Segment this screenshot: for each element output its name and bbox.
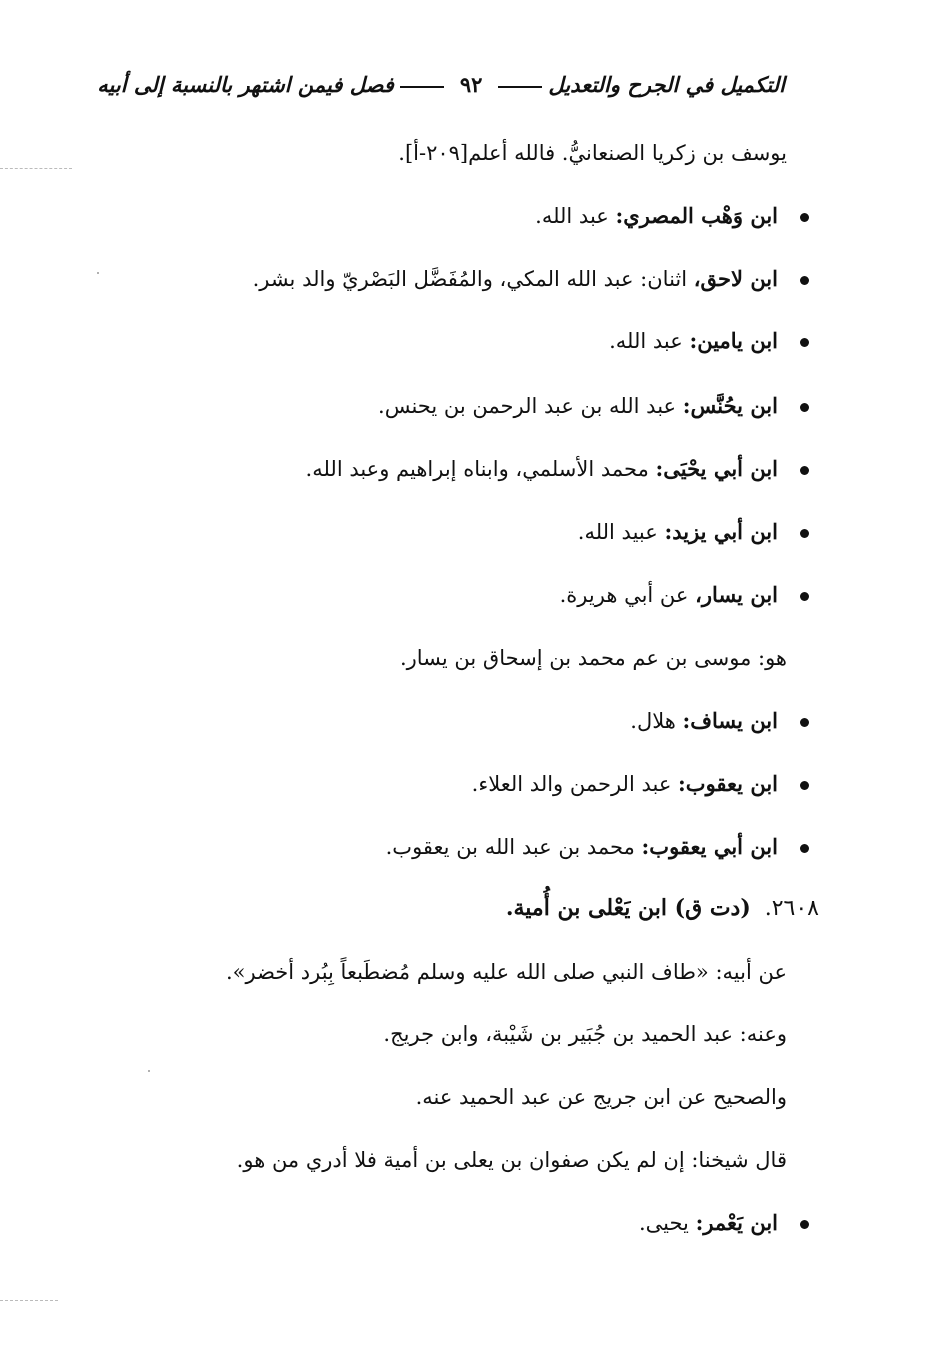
bullet-icon xyxy=(800,844,809,853)
entry-text: عبد الله بن عبد الرحمن بن يحنس. xyxy=(378,394,683,418)
entry-name: ابن يَعْمر: xyxy=(695,1210,778,1235)
entry-text: محمد الأسلمي، وابناه إبراهيم وعبد الله. xyxy=(305,457,656,481)
scan-speck xyxy=(148,1070,150,1072)
bullet-icon xyxy=(800,213,809,222)
bullet-item xyxy=(535,201,809,231)
bullet-icon xyxy=(800,718,809,727)
bullet-item xyxy=(472,769,809,799)
entry-text: يحيى. xyxy=(638,1211,696,1235)
entry-text: عبد الله. xyxy=(609,329,690,353)
bullet-icon xyxy=(800,781,809,790)
bullet-item xyxy=(609,326,809,356)
entry-heading: (دت ق) ابن يَعْلى بن أُمية. xyxy=(505,895,751,921)
entry-text: عبد الرحمن والد العلاء. xyxy=(471,772,679,796)
bullet-item xyxy=(253,264,809,294)
scan-speck xyxy=(97,272,99,274)
bullet-item xyxy=(386,832,809,862)
entry-name: ابن يحُنَّس: xyxy=(682,393,778,418)
text-line: هو: موسى بن عم محمد بن إسحاق بن يسار. xyxy=(399,646,787,670)
header-dash xyxy=(498,86,542,88)
entry-name: ابن وَهْب المصري: xyxy=(615,203,778,228)
entry-name: ابن يساف: xyxy=(682,708,778,733)
bullet-icon xyxy=(800,338,809,347)
bullet-item xyxy=(630,706,809,736)
entry-name: ابن أبي يزيد: xyxy=(664,519,778,544)
section-title: فصل فيمن اشتهر بالنسبة إلى أبيه xyxy=(97,72,394,97)
entry-name: ابن لاحق، xyxy=(693,266,778,291)
text-line: وعنه: عبد الحميد بن جُبَير بن شَيْبة، وابن جريج. xyxy=(383,1022,787,1046)
scan-margin-mark xyxy=(0,1300,58,1301)
bullet-icon xyxy=(800,403,809,412)
bullet-item xyxy=(560,580,809,610)
entry-name: ابن يعقوب: xyxy=(678,771,778,796)
bullet-item xyxy=(639,1208,809,1238)
entry-text: عبيد الله. xyxy=(577,520,665,544)
entry-text: عن أبي هريرة. xyxy=(559,583,696,607)
bullet-icon xyxy=(800,529,809,538)
text-line: عن أبيه: «طاف النبي صلى الله عليه وسلم مُضطَبعاً بِبُرد أخضر». xyxy=(225,960,787,984)
entry-number: ٢٦٠٨. xyxy=(764,896,819,921)
running-header xyxy=(97,72,785,108)
entry-name: ابن يامين: xyxy=(689,328,778,353)
text-line: قال شيخنا: إن لم يكن صفوان بن يعلى بن أمية فلا أدري من هو. xyxy=(236,1148,787,1172)
entry-text: هلال. xyxy=(630,709,683,733)
entry-text: عبد الله. xyxy=(535,204,616,228)
bullet-item xyxy=(578,517,809,547)
header-dash xyxy=(400,86,444,88)
bullet-icon xyxy=(800,1220,809,1229)
text-line: والصحيح عن ابن جريج عن عبد الحميد عنه. xyxy=(415,1085,787,1109)
entry-text: محمد بن عبد الله بن يعقوب. xyxy=(385,835,642,859)
entry-name: ابن أبي يعقوب: xyxy=(641,834,778,859)
bullet-icon xyxy=(800,466,809,475)
page-number: ٩٢ xyxy=(459,72,483,97)
numbered-entry xyxy=(506,893,819,924)
entry-name: ابن يسار، xyxy=(695,582,778,607)
bullet-icon xyxy=(800,592,809,601)
bullet-item xyxy=(306,454,809,484)
entry-name: ابن أبي يحْيَى: xyxy=(655,456,778,481)
entry-text: اثنان: عبد الله المكي، والمُفَضَّل البَصْريّ والد بشر. xyxy=(252,267,694,291)
book-title: التكميل في الجرح والتعديل xyxy=(548,72,785,97)
bullet-item xyxy=(378,391,809,421)
scan-margin-mark xyxy=(0,168,72,169)
text-line: يوسف بن زكريا الصنعانيُّ. فالله أعلم[٢٠٩-أ]. xyxy=(398,141,787,165)
bullet-icon xyxy=(800,276,809,285)
